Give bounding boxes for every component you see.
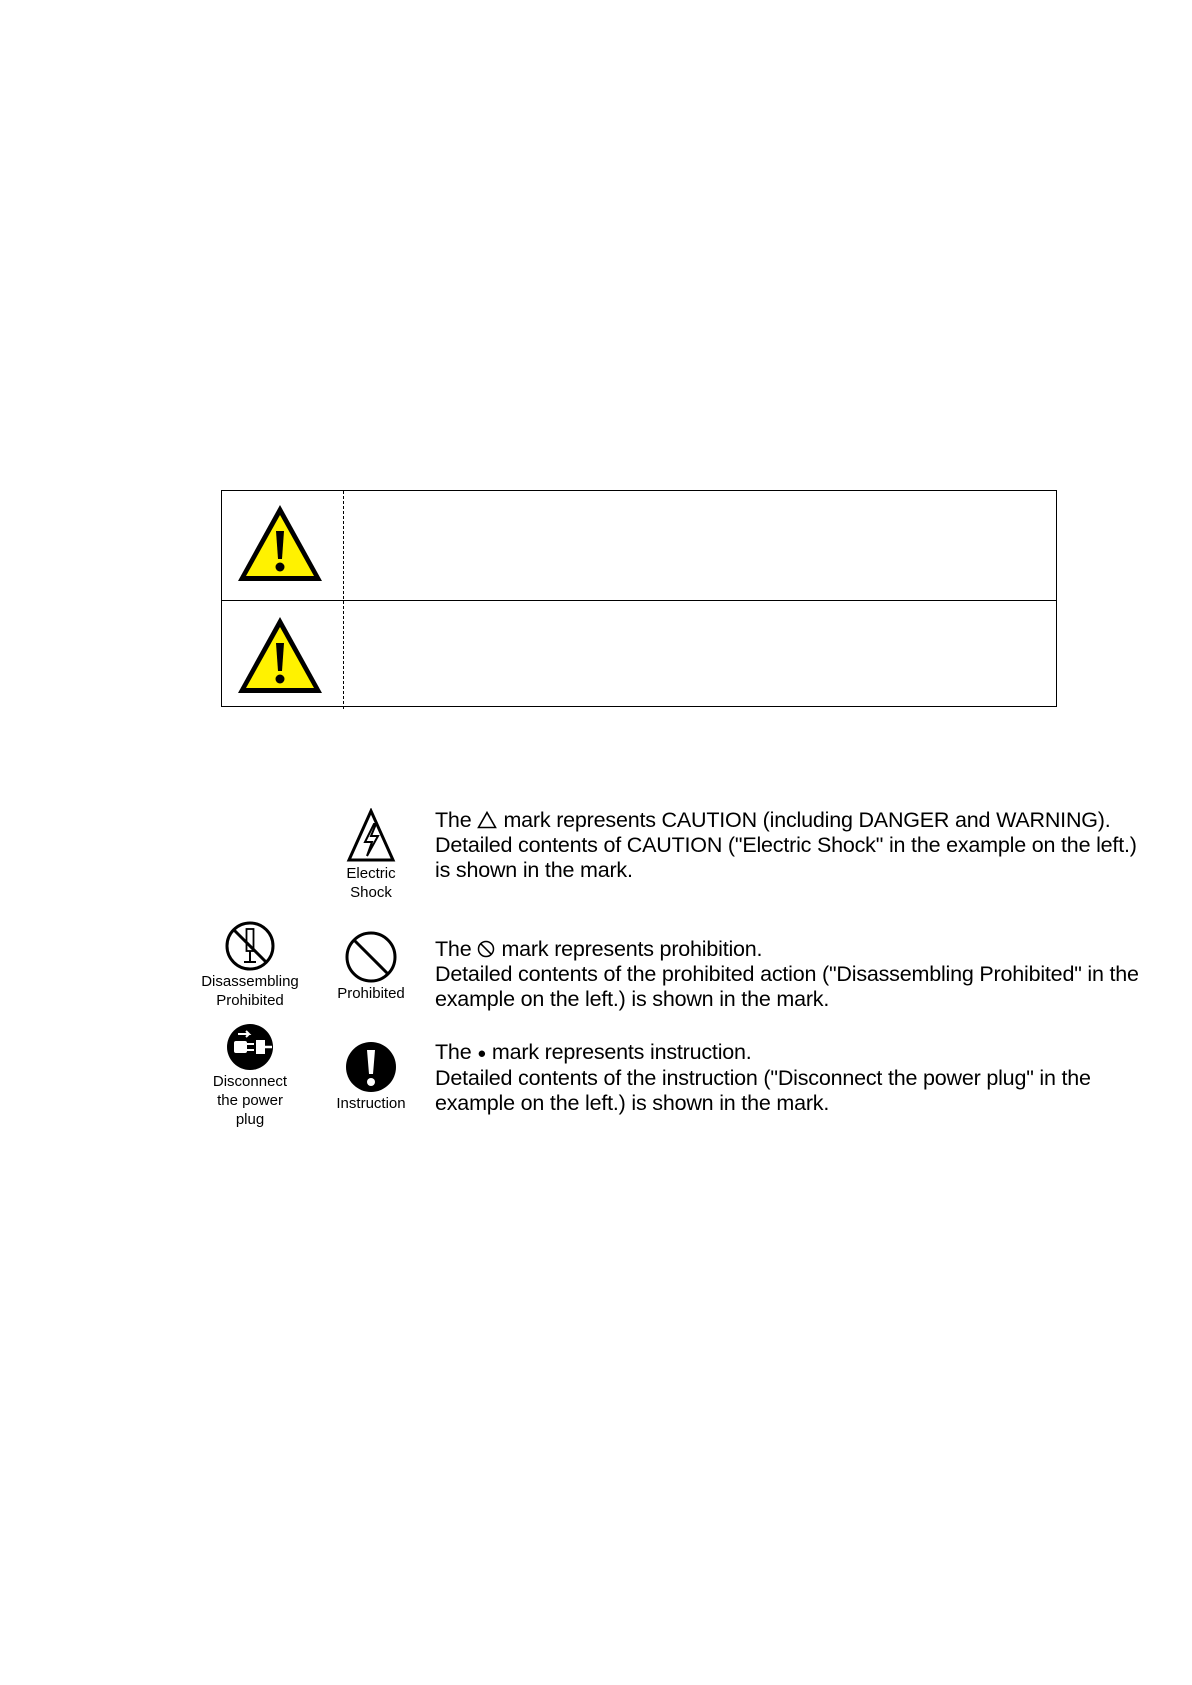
disassembling-label-1: Disassembling <box>201 973 299 990</box>
caution-triangle-icon <box>477 811 497 829</box>
instruction-label: Instruction <box>336 1095 406 1112</box>
warning-triangle-icon <box>234 613 326 697</box>
electric-shock-label-2: Shock <box>350 884 392 901</box>
prohibited-icon <box>344 930 398 984</box>
warning-triangle-icon <box>234 501 326 585</box>
prohibition-description <box>435 937 1155 1012</box>
prohibition-post: mark represents prohibition. <box>501 937 763 961</box>
instruction-post: mark represents instruction. <box>491 1040 752 1064</box>
warning-table <box>221 490 1057 707</box>
warning-row <box>222 491 1056 599</box>
caution-detail: Detailed contents of CAUTION ("Electric Shock" in the example on the left.) is shown in the mark. <box>435 833 1137 882</box>
row-divider <box>343 601 344 709</box>
prohibited-mark <box>326 930 416 1003</box>
caution-row <box>222 600 1056 709</box>
prohibition-inline-icon <box>477 940 495 958</box>
disassembling-prohibited-icon <box>224 920 276 972</box>
caution-pre: The <box>435 808 472 832</box>
prohibition-mark-sentence <box>435 937 1155 962</box>
prohibited-label: Prohibited <box>337 985 405 1002</box>
electric-shock-icon <box>346 808 396 864</box>
disconnect-power-plug-mark <box>188 1022 312 1129</box>
instruction-detail: Detailed contents of the instruction ("Disconnect the power plug" in the example on the left.) is shown in the mark. <box>435 1066 1091 1115</box>
prohibition-pre: The <box>435 937 472 961</box>
caution-description <box>435 808 1155 883</box>
instruction-mark <box>326 1040 416 1113</box>
prohibition-detail: Detailed contents of the prohibited action ("Disassembling Prohibited" in the example on the left.) is shown in the mark. <box>435 962 1139 1011</box>
row-divider <box>343 491 344 599</box>
instruction-bullet-icon: ● <box>477 1045 487 1062</box>
disassembling-label-2: Prohibited <box>216 992 284 1009</box>
disconnect-label-3: plug <box>235 1111 265 1128</box>
caution-post: mark represents CAUTION (including DANGER and WARNING). <box>503 808 1111 832</box>
instruction-description <box>435 1040 1155 1116</box>
caution-mark-sentence <box>435 808 1155 833</box>
electric-shock-label-1: Electric <box>346 865 396 882</box>
disassembling-prohibited-mark <box>188 920 312 1010</box>
instruction-icon <box>344 1040 398 1094</box>
instruction-pre: The <box>435 1040 472 1064</box>
disconnect-label-1: Disconnect <box>212 1073 288 1090</box>
instruction-mark-sentence <box>435 1040 1155 1066</box>
disconnect-power-plug-icon <box>225 1022 275 1072</box>
electric-shock-mark <box>326 808 416 902</box>
disconnect-label-2: the power <box>217 1092 283 1109</box>
